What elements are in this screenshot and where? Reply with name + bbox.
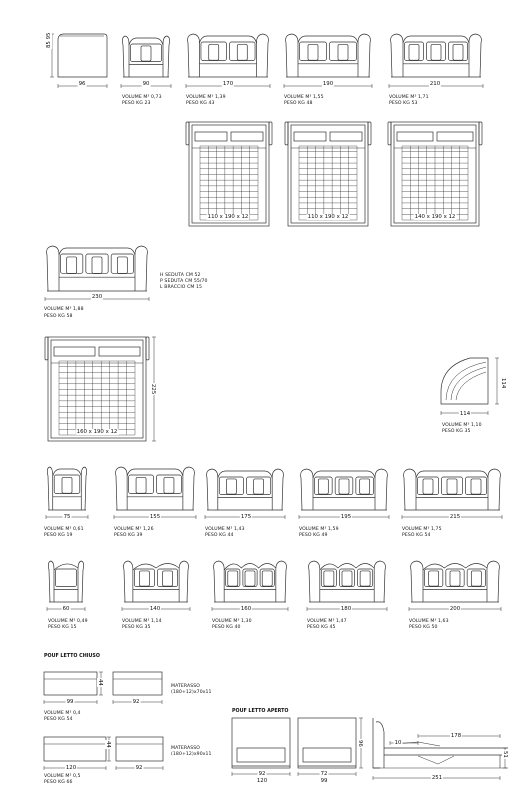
r3-sofa3-arm-right bbox=[375, 469, 387, 510]
pouf-b-volume: VOLUME M³ 0,5 bbox=[44, 774, 81, 779]
corner-outline bbox=[441, 358, 488, 404]
r4-sofa3-pillow-0 bbox=[324, 571, 334, 586]
bed2-frame bbox=[288, 122, 368, 226]
r3-w215: 215 bbox=[449, 514, 461, 520]
r4-w140: 140 bbox=[149, 606, 161, 612]
sofa230-arm-left bbox=[47, 246, 59, 291]
corner-depth-label: 114 bbox=[500, 378, 506, 389]
r3-vol-3: VOLUME M³ 1,59 bbox=[299, 527, 339, 532]
bed3-size-label: 140 x 190 x 12 bbox=[414, 214, 456, 220]
module-depth-label: 85 95 bbox=[46, 32, 52, 48]
r3-wgt-1: PESO KG 39 bbox=[114, 533, 143, 538]
sofa170-weight: PESO KG 43 bbox=[186, 101, 215, 106]
sofa230-volume: VOLUME M³ 1,88 bbox=[44, 307, 84, 312]
r3-sofa3-pillow-2 bbox=[360, 479, 370, 494]
r4-sofa4-back-cushion-1 bbox=[446, 569, 464, 587]
sofa230-pillow-2 bbox=[117, 257, 127, 274]
bed2-size-label: 110 x 190 x 12 bbox=[307, 214, 349, 220]
sofa170-width-label: 170 bbox=[222, 81, 234, 87]
sofa210-volume: VOLUME M³ 1,71 bbox=[389, 95, 429, 100]
sofa90-weight: PESO KG 23 bbox=[122, 101, 151, 106]
corner-width-label: 114 bbox=[459, 411, 471, 417]
side-total-label: 251 bbox=[431, 775, 443, 781]
r3-sofa3-pillow-1 bbox=[339, 479, 349, 494]
sofa190-pillow-0 bbox=[308, 44, 318, 60]
pouf-b-mattress-width: 92 bbox=[135, 765, 143, 771]
pouf-a-mattress-width: 92 bbox=[132, 699, 140, 705]
sofa170-arm-left bbox=[188, 34, 200, 77]
pouf-open-w2: 72 bbox=[320, 771, 328, 777]
side-foot-label: 10 bbox=[394, 740, 402, 746]
pouf-open-a-seat bbox=[237, 748, 285, 762]
r4-wgt-2: PESO KG 40 bbox=[212, 625, 241, 630]
sofa210-pillow-1 bbox=[431, 44, 441, 60]
sofa190-width-label: 190 bbox=[322, 81, 334, 87]
r4-w160: 160 bbox=[240, 606, 252, 612]
r4-sofa1-back-cushion-0 bbox=[134, 569, 154, 587]
sofa190-arm-right bbox=[358, 34, 370, 77]
pouf-a-mattress-title: MATERASSO bbox=[171, 684, 200, 689]
pouf-a-width: 99 bbox=[66, 699, 74, 705]
r3-sofa2-back-cushion-0 bbox=[219, 477, 243, 495]
r3-sofa4-pillow-0 bbox=[423, 479, 433, 494]
sofa170-pillow-1 bbox=[237, 44, 247, 60]
corner-volume: VOLUME M³ 1,10 bbox=[442, 423, 482, 428]
r4-sofa4-pillow-2 bbox=[471, 571, 481, 586]
module-width-label: 96 bbox=[78, 81, 86, 87]
r4-sofa1-arm-right bbox=[179, 561, 188, 602]
bed160-arm-r bbox=[146, 337, 149, 360]
r3-sofa4-arm-right bbox=[488, 469, 500, 510]
pouf-b-mattress bbox=[116, 737, 163, 761]
pouf-open-b-seat bbox=[303, 748, 351, 762]
r3-vol-4: VOLUME M³ 1,75 bbox=[402, 527, 442, 532]
sofa190-arm-left bbox=[286, 34, 298, 77]
r3-w75: 75 bbox=[63, 514, 71, 520]
bed3-bed-pillow-a bbox=[397, 132, 433, 141]
pouf-open-height: 96 bbox=[357, 740, 363, 747]
sofa230-width-label: 230 bbox=[91, 294, 103, 300]
sofa190-volume: VOLUME M³ 1,55 bbox=[284, 95, 324, 100]
r3-vol-0: VOLUME M³ 0,61 bbox=[44, 527, 84, 532]
r3-sofa1-arm-left bbox=[116, 467, 128, 510]
sofa230-pillow-0 bbox=[67, 257, 77, 274]
r3-vol-2: VOLUME M³ 1,43 bbox=[205, 527, 245, 532]
r3-sofa0-pillow-0 bbox=[62, 477, 72, 493]
bed1-bed-pillow-a bbox=[195, 132, 227, 141]
pouf-open-a-frame bbox=[232, 718, 290, 768]
r4-sofa0-back-cushion-0 bbox=[56, 569, 77, 587]
pouf-open-w1b: 120 bbox=[256, 778, 268, 784]
bed160-mattress bbox=[51, 340, 143, 438]
r4-sofa2-arm-right bbox=[276, 561, 287, 602]
r3-sofa1-arm-right bbox=[183, 467, 195, 510]
pouf-closed-title: POUF LETTO CHIUSO bbox=[44, 654, 100, 659]
pouf-a-body bbox=[44, 672, 97, 695]
bed3-bed-pillow-b bbox=[437, 132, 473, 141]
sofa90-back-cushion-0 bbox=[131, 44, 162, 62]
bed2-arm-r bbox=[368, 122, 371, 145]
r3-wgt-0: PESO KG 19 bbox=[44, 533, 73, 538]
r4-sofa2-pillow-0 bbox=[228, 571, 238, 586]
r3-sofa2-back-cushion-1 bbox=[247, 477, 271, 495]
r3-sofa3-back-cushion-2 bbox=[356, 477, 374, 495]
sofa210-pillow-0 bbox=[409, 44, 419, 60]
r4-sofa3-arm-left bbox=[309, 561, 320, 602]
sofa90-arm-left bbox=[122, 36, 129, 77]
bed1-frame bbox=[189, 122, 269, 226]
bed160-bed-pillow-b bbox=[99, 347, 140, 356]
r4-sofa2-arm-left bbox=[214, 561, 225, 602]
pouf-b-body bbox=[44, 737, 106, 761]
sofa230-arm-right bbox=[135, 246, 147, 291]
bed1-bed-pillow-b bbox=[231, 132, 263, 141]
pouf-a-weight: PESO KG 54 bbox=[44, 717, 73, 722]
bed1-size-label: 110 x 190 x 12 bbox=[207, 214, 249, 220]
r3-sofa4-back-cushion-0 bbox=[418, 477, 439, 495]
r4-vol-2: VOLUME M³ 1,30 bbox=[212, 619, 252, 624]
r3-sofa2-arm-right bbox=[272, 469, 283, 510]
bed1-mattress bbox=[192, 125, 266, 223]
r4-w60: 60 bbox=[62, 606, 70, 612]
r3-wgt-3: PESO KG 49 bbox=[299, 533, 328, 538]
pouf-open-title: POUF LETTO APERTO bbox=[232, 709, 289, 714]
pouf-open-w1: 92 bbox=[258, 771, 266, 777]
pouf-b-width: 120 bbox=[65, 765, 77, 771]
module-side-view bbox=[58, 34, 107, 77]
sofa230-pillow-1 bbox=[92, 257, 102, 274]
r4-sofa1-pillow-1 bbox=[163, 571, 173, 586]
r3-w195: 195 bbox=[340, 514, 352, 520]
bed1-arm-r bbox=[269, 122, 272, 145]
side-length-label: 178 bbox=[450, 733, 462, 739]
pouf-b-mattress-size: (180+12)x90x11 bbox=[171, 752, 212, 757]
bed2-bed-pillow-b bbox=[330, 132, 362, 141]
r3-sofa1-pillow-1 bbox=[164, 477, 174, 493]
seat-depth-spec: P SEDUTA CM 55/70 bbox=[160, 279, 208, 284]
sofa90-pillow-0 bbox=[141, 46, 151, 61]
pouf-open-b-frame bbox=[298, 718, 356, 768]
r4-wgt-1: PESO KG 35 bbox=[122, 625, 151, 630]
corner-seat-arc-3 bbox=[456, 372, 486, 400]
r4-sofa4-back-cushion-0 bbox=[425, 569, 443, 587]
side-backrest bbox=[376, 722, 384, 768]
r4-sofa4-arm-left bbox=[411, 561, 423, 602]
r4-wgt-0: PESO KG 15 bbox=[48, 625, 77, 630]
pouf-b-mattress-title: MATERASSO bbox=[171, 746, 200, 751]
r3-w155: 155 bbox=[149, 514, 161, 520]
bed2-arm-l bbox=[285, 122, 288, 145]
r3-sofa4-back-cushion-2 bbox=[466, 477, 487, 495]
r4-vol-3: VOLUME M³ 1,47 bbox=[307, 619, 347, 624]
sofa170-pillow-0 bbox=[209, 44, 219, 60]
bed2-bed-pillow-a bbox=[294, 132, 326, 141]
r3-sofa3-pillow-0 bbox=[318, 479, 328, 494]
sofa90-width-label: 90 bbox=[142, 81, 150, 87]
r3-sofa4-pillow-2 bbox=[471, 479, 481, 494]
sofa210-arm-left bbox=[391, 34, 403, 77]
r3-sofa0-arm-right bbox=[81, 467, 86, 510]
sofa170-arm-right bbox=[257, 34, 269, 77]
sofa230-weight: PESO KG 58 bbox=[44, 314, 73, 319]
pouf-a-mattress bbox=[113, 672, 162, 695]
bed160-arm-l bbox=[45, 337, 48, 360]
r3-sofa4-arm-left bbox=[404, 469, 416, 510]
r4-sofa3-pillow-1 bbox=[342, 571, 352, 586]
r4-vol-4: VOLUME M³ 1,63 bbox=[409, 619, 449, 624]
arm-width-spec: L BRACCIO CM 15 bbox=[160, 285, 203, 290]
bed160-bed-pillow-a bbox=[54, 347, 95, 356]
r3-wgt-2: PESO KG 44 bbox=[205, 533, 234, 538]
sofa190-pillow-1 bbox=[338, 44, 348, 60]
r4-w180: 180 bbox=[340, 606, 352, 612]
r3-sofa3-arm-left bbox=[301, 469, 313, 510]
r4-sofa2-pillow-2 bbox=[262, 571, 272, 586]
sofa90-arm-right bbox=[163, 36, 170, 77]
r4-w200: 200 bbox=[449, 606, 461, 612]
r4-sofa1-arm-left bbox=[123, 561, 132, 602]
r3-vol-1: VOLUME M³ 1,26 bbox=[114, 527, 154, 532]
sofa190-weight: PESO KG 48 bbox=[284, 101, 313, 106]
r3-wgt-4: PESO KG 54 bbox=[402, 533, 431, 538]
bed160-frame bbox=[48, 337, 146, 441]
r3-sofa1-pillow-0 bbox=[136, 477, 146, 493]
side-height-label: 51 bbox=[502, 751, 508, 758]
r4-sofa4-pillow-1 bbox=[450, 571, 460, 586]
sofa210-arm-right bbox=[469, 34, 481, 77]
pouf-b-weight: PESO KG 66 bbox=[44, 780, 73, 785]
r4-sofa3-pillow-2 bbox=[360, 571, 370, 586]
bed2-mattress bbox=[291, 125, 365, 223]
r3-sofa3-back-cushion-1 bbox=[335, 477, 353, 495]
r4-sofa4-arm-right bbox=[487, 561, 499, 602]
bed3-arm-l bbox=[388, 122, 391, 145]
r4-sofa2-pillow-1 bbox=[245, 571, 255, 586]
r4-wgt-4: PESO KG 50 bbox=[409, 625, 438, 630]
r3-sofa3-back-cushion-0 bbox=[315, 477, 333, 495]
r4-vol-0: VOLUME M³ 0,49 bbox=[48, 619, 88, 624]
r3-w175: 175 bbox=[240, 514, 252, 520]
pouf-open-w2b: 99 bbox=[320, 778, 328, 784]
r4-vol-1: VOLUME M³ 1,14 bbox=[122, 619, 162, 624]
r3-sofa0-arm-left bbox=[47, 467, 52, 510]
sofa170-volume: VOLUME M³ 1,39 bbox=[186, 95, 226, 100]
corner-weight: PESO KG 35 bbox=[442, 429, 471, 434]
sofa210-weight: PESO KG 53 bbox=[389, 101, 418, 106]
r3-sofa2-pillow-1 bbox=[254, 479, 264, 494]
bed3-arm-r bbox=[479, 122, 482, 145]
bed160-length-label: 225 bbox=[150, 384, 156, 395]
r4-sofa0-arm-left bbox=[48, 561, 54, 602]
r3-sofa2-pillow-0 bbox=[226, 479, 236, 494]
r3-sofa4-pillow-1 bbox=[447, 479, 457, 494]
r4-sofa0-arm-right bbox=[78, 561, 84, 602]
r4-sofa4-back-cushion-2 bbox=[467, 569, 485, 587]
r4-sofa3-arm-right bbox=[374, 561, 385, 602]
sofa90-volume: VOLUME M³ 0,73 bbox=[122, 95, 162, 100]
bed160-size-label: 160 x 190 x 12 bbox=[76, 429, 118, 435]
pouf-a-mattress-size: (180+12)x70x11 bbox=[171, 690, 212, 695]
pouf-a-height: 44 bbox=[97, 679, 103, 686]
side-back bbox=[373, 718, 380, 768]
pouf-a-volume: VOLUME M³ 0,4 bbox=[44, 711, 81, 716]
seat-height-spec: H SEDUTA CM 52 bbox=[160, 273, 201, 278]
pouf-b-height: 44 bbox=[105, 741, 111, 748]
sofa210-width-label: 210 bbox=[429, 81, 441, 87]
r4-sofa4-pillow-0 bbox=[429, 571, 439, 586]
r3-sofa4-back-cushion-1 bbox=[442, 477, 463, 495]
r4-wgt-3: PESO KG 45 bbox=[307, 625, 336, 630]
r4-sofa1-pillow-0 bbox=[139, 571, 149, 586]
r4-sofa1-back-cushion-1 bbox=[158, 569, 178, 587]
r3-sofa2-arm-left bbox=[207, 469, 218, 510]
corner-seat-arc-2 bbox=[451, 367, 486, 400]
sofa210-pillow-2 bbox=[453, 44, 463, 60]
side-mechanism bbox=[418, 756, 454, 764]
bed1-arm-l bbox=[186, 122, 189, 145]
